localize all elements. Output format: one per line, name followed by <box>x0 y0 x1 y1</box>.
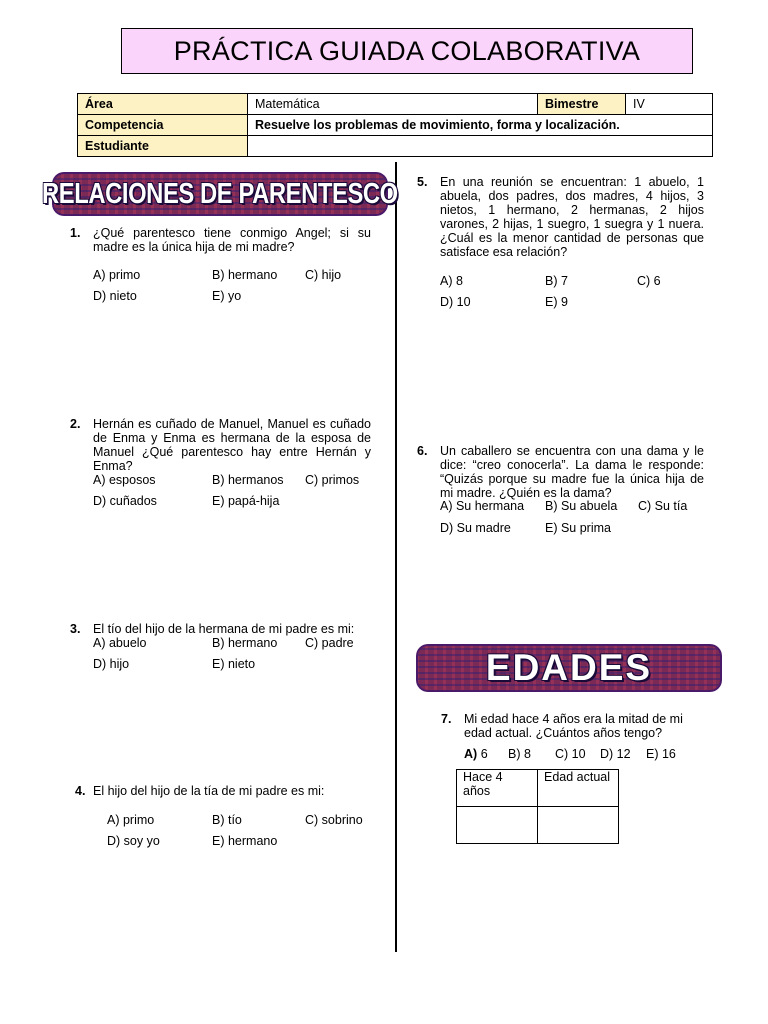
age-table-header-past: Hace 4 años <box>457 770 538 807</box>
question-1-option-d: D) nieto <box>93 289 137 303</box>
age-table-header-current: Edad actual <box>538 770 619 807</box>
age-table <box>456 769 619 844</box>
question-7-option-d: D) 12 <box>600 747 631 761</box>
question-1-option-b: B) hermano <box>212 268 278 282</box>
question-3-option-d: D) hijo <box>93 657 130 671</box>
question-7-option-a <box>464 747 488 761</box>
question-7-option-c: C) 10 <box>555 747 586 761</box>
question-1-option-c: C) hijo <box>305 268 342 282</box>
question-6-option-c: C) Su tía <box>638 499 688 513</box>
age-table-cell-current[interactable] <box>538 807 619 844</box>
question-5-option-b: B) 7 <box>545 274 568 288</box>
question-4-option-d: D) soy yo <box>107 834 160 848</box>
question-3-number: 3. <box>70 622 81 636</box>
question-1-number: 1. <box>70 226 81 240</box>
question-6-number: 6. <box>417 444 428 458</box>
question-2-option-e: E) papá-hija <box>212 494 280 508</box>
estudiante-label: Estudiante <box>78 136 248 157</box>
question-4-option-c: C) sobrino <box>305 813 363 827</box>
column-divider <box>395 162 397 952</box>
competencia-value: Resuelve los problemas de movimiento, forma y localización. <box>248 115 713 136</box>
question-7-text: Mi edad hace 4 años era la mitad de mi edad actual. ¿Cuántos años tengo? <box>464 712 683 740</box>
question-6-option-b: B) Su abuela <box>545 499 618 513</box>
age-table-cell-past[interactable] <box>457 807 538 844</box>
area-value: Matemática <box>248 94 538 115</box>
question-4-option-a: A) primo <box>107 813 155 827</box>
question-7-option-b: B) 8 <box>508 747 531 761</box>
estudiante-field[interactable] <box>248 136 713 157</box>
question-5-option-d: D) 10 <box>440 295 471 309</box>
bimestre-value: IV <box>626 94 713 115</box>
question-6-option-d: D) Su madre <box>440 521 511 535</box>
question-7-option-e: E) 16 <box>646 747 676 761</box>
question-2-option-c: C) primos <box>305 473 360 487</box>
question-6-option-a: A) Su hermana <box>440 499 525 513</box>
banner-relaciones <box>42 172 398 216</box>
question-3-option-e: E) nieto <box>212 657 256 671</box>
competencia-label: Competencia <box>78 115 248 136</box>
question-7-number: 7. <box>441 712 452 726</box>
question-5-option-c: C) 6 <box>637 274 661 288</box>
question-4-option-e: E) hermano <box>212 834 278 848</box>
bimestre-label: Bimestre <box>538 94 626 115</box>
question-5-option-e: E) 9 <box>545 295 568 309</box>
question-7-option-a-value: 6 <box>480 747 488 761</box>
question-5-option-a: A) 8 <box>440 274 463 288</box>
question-5-text: En una reunión se encuentran: 1 abuelo, 1 abuela, dos padres, dos madres, 4 hijos, 3 nietos, 1 hermano, 2 hermanas, 2 hijos varones, 2 hijas, 1 suegro, 1 suegra y 1 nuera. ¿Cuál es la menor cantidad de personas que satisface esa relación? <box>440 175 704 259</box>
question-3-option-a: A) abuelo <box>93 636 147 650</box>
info-table <box>77 93 713 157</box>
question-4-text: El hijo del hijo de la tía de mi padre es mi: <box>93 784 325 798</box>
question-2-text: Hernán es cuñado de Manuel, Manuel es cuñado de Enma y Enma es hermana de la esposa de Manuel ¿Qué parentesco hay entre Hernán y Enma? <box>93 417 371 473</box>
question-3-option-c: C) padre <box>305 636 354 650</box>
question-4-number: 4. <box>75 784 86 798</box>
question-3-option-b: B) hermano <box>212 636 278 650</box>
banner-relaciones-text: RELACIONES DE PARENTESCO <box>42 177 398 210</box>
question-2-option-d: D) cuñados <box>93 494 157 508</box>
page-title: PRÁCTICA GUIADA COLABORATIVA <box>121 28 693 74</box>
banner-edades: EDADES <box>416 644 722 692</box>
question-6-text: Un caballero se encuentra con una dama y le dice: “creo conocerla”. La dama le responde: “Quizás porque su madre fue la única hija de mi madre. ¿Quién es la dama? <box>440 444 704 500</box>
question-7-option-a-letter: A) <box>464 747 478 761</box>
question-3-text: El tío del hijo de la hermana de mi padre es mi: <box>93 622 355 636</box>
question-1-option-e: E) yo <box>212 289 242 303</box>
question-2-option-b: B) hermanos <box>212 473 284 487</box>
question-1-text: ¿Qué parentesco tiene conmigo Angel; si su madre es la única hija de mi madre? <box>93 226 371 254</box>
question-2-number: 2. <box>70 417 81 431</box>
question-2-option-a: A) esposos <box>93 473 156 487</box>
question-6-option-e: E) Su prima <box>545 521 611 535</box>
question-4-option-b: B) tío <box>212 813 242 827</box>
question-1-option-a: A) primo <box>93 268 141 282</box>
area-label: Área <box>78 94 248 115</box>
question-5-number: 5. <box>417 175 428 189</box>
